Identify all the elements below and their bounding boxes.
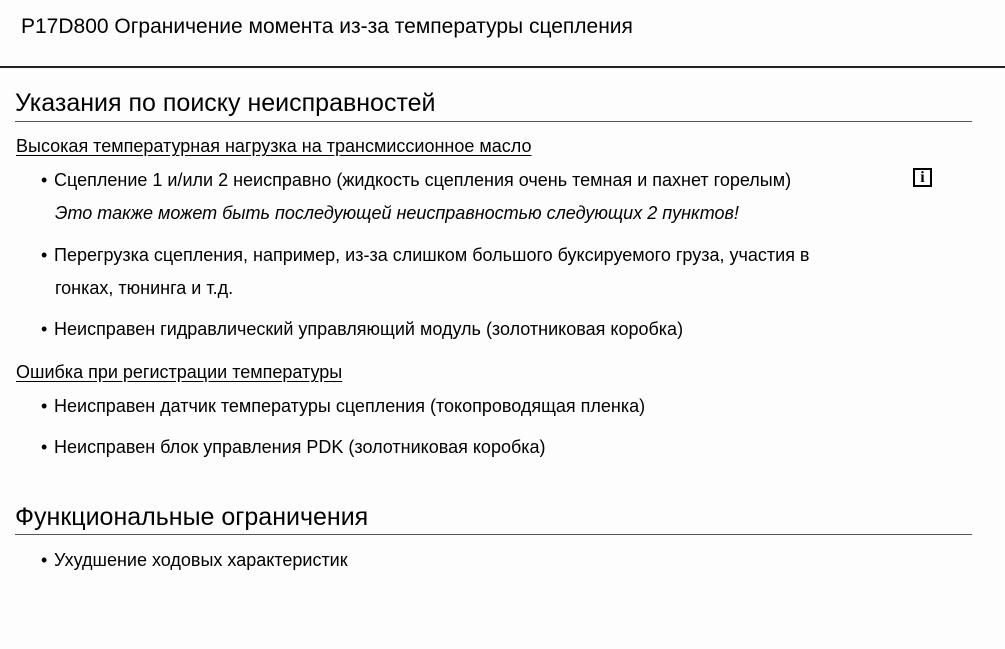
bullet-dot: • (41, 437, 48, 457)
troubleshooting-heading: Указания по поиску неисправностей (15, 89, 436, 117)
bullet-item (41, 238, 810, 272)
info-icon[interactable]: i (913, 168, 932, 187)
troubleshooting-heading-rule (15, 121, 972, 122)
list-item-text: Перегрузка сцепления, например, из-за слишком большого буксируемого груза, участия в (54, 245, 810, 265)
bullet-dot: • (41, 245, 48, 265)
bullet-item (41, 543, 348, 577)
list-item-continuation: гонках, тюнинга и т.д. (55, 278, 234, 298)
troubleshooting-group1-link[interactable]: Высокая температурная нагрузка на трансмиссионное масло (16, 136, 532, 156)
restrictions-heading: Функциональные ограничения (15, 503, 369, 531)
title-divider (0, 66, 1005, 68)
troubleshooting-group2-link[interactable]: Ошибка при регистрации температуры (16, 362, 343, 382)
bullet-item (41, 389, 645, 423)
list-item-text: Неисправен датчик температуры сцепления (токопроводящая пленка) (54, 396, 646, 416)
bullet-dot: • (41, 170, 48, 190)
bullet-dot: • (41, 550, 48, 570)
bullet-item (41, 312, 683, 346)
bullet-item (41, 163, 791, 197)
warning-note: Это также может быть последующей неисправностью следующих 2 пунктов! (55, 203, 739, 223)
bullet-item (41, 430, 546, 464)
list-item-text: Ухудшение ходовых характеристик (54, 550, 348, 570)
list-item-text: Неисправен гидравлический управляющий модуль (золотниковая коробка) (54, 319, 684, 339)
bullet-dot: • (41, 396, 48, 416)
list-item-text: Сцепление 1 и/или 2 неисправно (жидкость сцепления очень темная и пахнет горелым) (54, 170, 792, 190)
page-title: P17D800 Ограничение момента из-за температуры сцепления (21, 15, 633, 38)
bullet-dot: • (41, 319, 48, 339)
restrictions-heading-rule (15, 534, 972, 535)
list-item-text: Неисправен блок управления PDK (золотниковая коробка) (54, 437, 546, 457)
